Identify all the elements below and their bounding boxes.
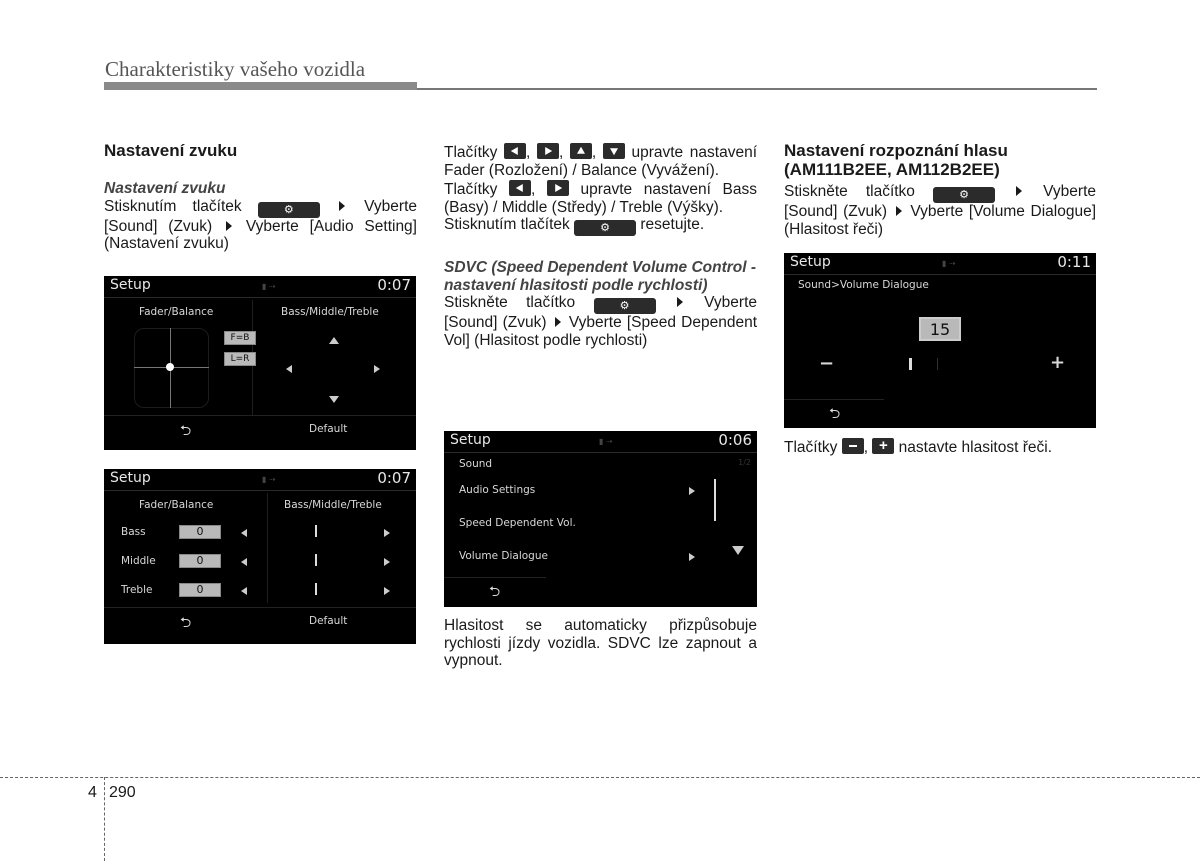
arrow-right-icon <box>339 201 345 211</box>
header-rule <box>104 82 417 90</box>
screen-clock: 0:11 <box>1057 253 1091 271</box>
screen-fader-balance <box>104 276 416 450</box>
down-arrow-icon[interactable] <box>329 396 339 403</box>
bass-instruction: Tlačítky , upravte nastavení Bass (Basy) / Middle (Středy) / Treble (Výšky). <box>444 181 757 216</box>
gear-icon: ⚙ <box>933 187 995 203</box>
sdvc-heading: SDVC (Speed Dependent Volume Control - nastavení hlasitosti podle rychlosti) <box>444 259 757 294</box>
treble-decrease-icon[interactable] <box>241 587 247 595</box>
screen-title: Setup <box>450 432 491 448</box>
default-button[interactable]: Default <box>309 423 348 435</box>
voice-instruction: Stiskněte tlačítko ⚙ Vyberte [Sound] (Zvuk) Vyberte [Volume Dialogue] (Hlasitost řeči) <box>784 183 1097 238</box>
volume-increase-button[interactable]: + <box>1050 352 1066 373</box>
arrow-right-icon <box>555 317 561 327</box>
chevron-right-icon <box>689 487 695 495</box>
lr-center-button[interactable]: L=R <box>224 352 256 366</box>
middle-label: Middle <box>121 555 156 567</box>
bass-decrease-icon[interactable] <box>241 529 247 537</box>
tab-bass-middle-treble[interactable]: Bass/Middle/Treble <box>284 499 382 511</box>
treble-value: 0 <box>179 583 221 597</box>
menu-item-audio-settings[interactable]: Audio Settings <box>459 484 536 496</box>
gear-icon: ⚙ <box>574 220 636 236</box>
breadcrumb: Sound <box>459 458 493 470</box>
scroll-down-icon[interactable] <box>732 546 744 555</box>
screen-bass-middle-treble <box>104 469 416 644</box>
bass-value: 0 <box>179 525 221 539</box>
volume-value: 15 <box>919 317 961 341</box>
page-number: 290 <box>109 784 136 801</box>
lock-icon: ▮ ⇢ <box>262 475 276 484</box>
footer-vertical-rule <box>104 777 105 861</box>
bass-slider[interactable] <box>315 525 317 537</box>
fader-instruction: Tlačítky , , , upravte nastavení Fader (Rozložení) / Balance (Vyvážení). <box>444 144 757 179</box>
screen-title: Setup <box>110 277 151 293</box>
lock-icon: ▮ ⇢ <box>599 437 613 446</box>
column-2 <box>444 143 757 349</box>
running-header: Charakteristiky vašeho vozidla <box>105 57 366 81</box>
fader-cursor[interactable] <box>166 363 174 371</box>
arrow-right-icon <box>226 221 232 231</box>
screen-sound-menu <box>444 431 757 607</box>
back-icon[interactable]: ⮌ <box>829 406 841 422</box>
plus-button-icon <box>872 438 894 454</box>
arrow-right-icon <box>1016 186 1022 196</box>
screen-clock: 0:07 <box>377 276 411 294</box>
header-rule-thin <box>417 88 1097 90</box>
default-button[interactable]: Default <box>309 615 348 627</box>
menu-item-volume-dialogue[interactable]: Volume Dialogue <box>459 550 548 562</box>
breadcrumb: Sound>Volume Dialogue <box>798 279 929 291</box>
left-arrow-icon[interactable] <box>286 365 292 373</box>
chapter-number: 4 <box>88 784 97 801</box>
up-arrow-icon[interactable] <box>329 337 339 344</box>
reset-instruction: Stisknutím tlačítek ⚙ resetujte. <box>444 216 705 234</box>
treble-slider[interactable] <box>315 583 317 595</box>
scrollbar-thumb[interactable] <box>714 479 716 521</box>
instruction-paragraph: Stisknutím tlačítek ⚙ Vyberte [Sound] (Zvuk) Vyberte [Audio Setting] (Nastavení zvuku) <box>104 197 417 252</box>
down-button-icon <box>603 143 625 159</box>
middle-decrease-icon[interactable] <box>241 558 247 566</box>
treble-label: Treble <box>121 584 153 596</box>
page-indicator: 1/2 <box>738 458 751 467</box>
volume-slider[interactable] <box>909 358 912 370</box>
back-icon[interactable]: ⮌ <box>180 615 192 631</box>
middle-value: 0 <box>179 554 221 568</box>
column-3 <box>784 141 1096 238</box>
screen-title: Setup <box>110 470 151 486</box>
footer-rule <box>0 777 1200 778</box>
middle-slider[interactable] <box>315 554 317 566</box>
bass-increase-icon[interactable] <box>384 529 390 537</box>
voice-volume-note: Tlačítky , + nastavte hlasitost řeči. <box>784 438 1096 457</box>
left-button-icon <box>509 180 531 196</box>
chevron-right-icon <box>689 553 695 561</box>
column-1 <box>104 141 417 253</box>
right-button-icon <box>537 143 559 159</box>
lock-icon: ▮ ⇢ <box>942 259 956 268</box>
screen-clock: 0:07 <box>377 469 411 487</box>
right-arrow-icon[interactable] <box>374 365 380 373</box>
gear-icon: ⚙ <box>594 298 656 314</box>
sdvc-instruction: Stiskněte tlačítko ⚙ Vyberte [Sound] (Zvuk) Vyberte [Speed Dependent Vol] (Hlasitost podle rychlosti) <box>444 294 758 349</box>
volume-decrease-button[interactable]: − <box>819 353 835 374</box>
middle-increase-icon[interactable] <box>384 558 390 566</box>
sdvc-description: Hlasitost se automaticky přizpůsobuje rychlosti jízdy vozidla. SDVC lze zapnout a vypnout. <box>444 617 757 669</box>
right-button-icon <box>547 180 569 196</box>
back-icon[interactable]: ⮌ <box>180 423 192 439</box>
minus-button-icon <box>842 438 864 454</box>
screen-clock: 0:06 <box>718 431 752 449</box>
arrow-right-icon <box>677 297 683 307</box>
screen-volume-dialogue <box>784 253 1096 428</box>
tab-fader-balance[interactable]: Fader/Balance <box>139 306 214 318</box>
section-heading: Nastavení zvuku <box>104 141 238 160</box>
tab-bass-middle-treble[interactable]: Bass/Middle/Treble <box>281 306 379 318</box>
fb-center-button[interactable]: F=B <box>224 331 256 345</box>
menu-item-speed-dependent-vol[interactable]: Speed Dependent Vol. <box>459 517 576 529</box>
treble-increase-icon[interactable] <box>384 587 390 595</box>
voice-section-heading: Nastavení rozpoznání hlasu (AM111B2EE, AM112B2EE) <box>784 141 1008 179</box>
lock-icon: ▮ ⇢ <box>262 282 276 291</box>
left-button-icon <box>504 143 526 159</box>
screen-title: Setup <box>790 254 831 270</box>
tab-fader-balance[interactable]: Fader/Balance <box>139 499 214 511</box>
bass-label: Bass <box>121 526 146 538</box>
gear-icon: ⚙ <box>258 202 320 218</box>
subsection-heading: Nastavení zvuku <box>104 180 226 197</box>
arrow-right-icon <box>896 206 902 216</box>
back-icon[interactable]: ⮌ <box>489 584 501 600</box>
up-button-icon <box>570 143 592 159</box>
